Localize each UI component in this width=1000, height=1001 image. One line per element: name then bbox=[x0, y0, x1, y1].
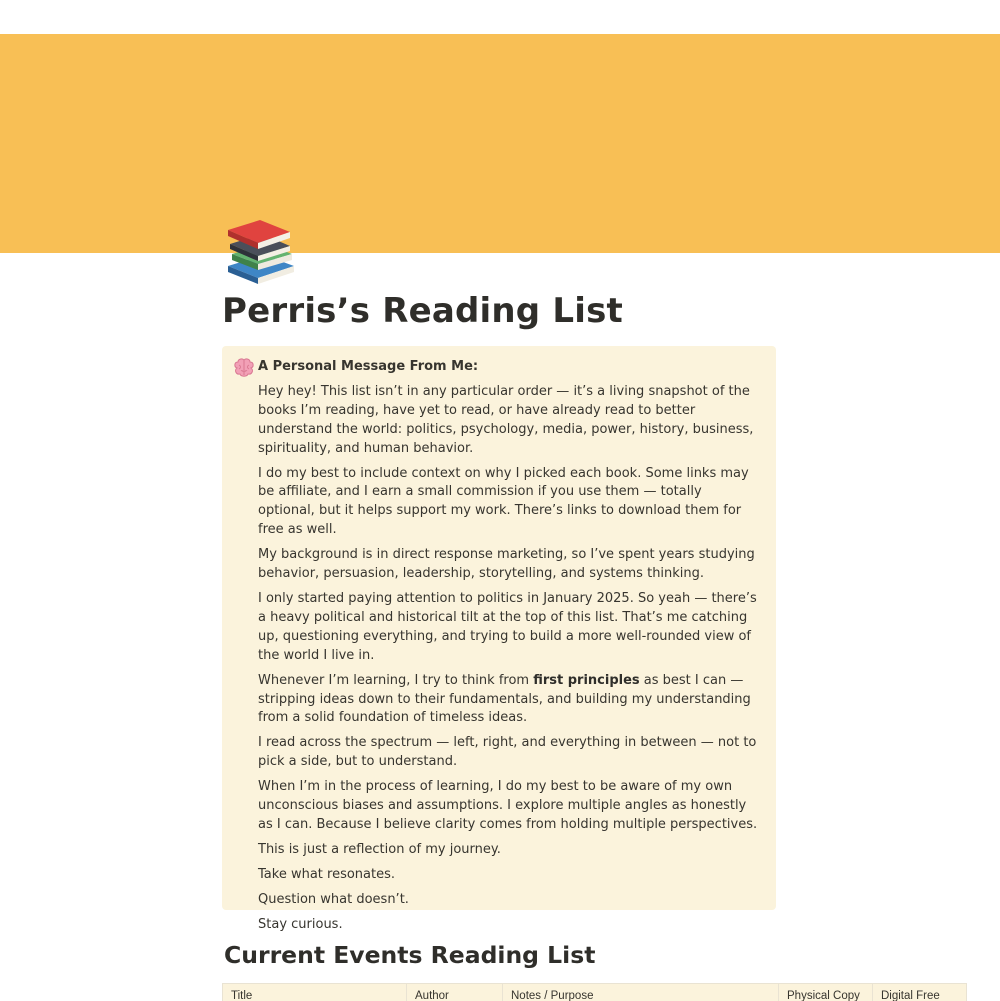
personal-message-callout bbox=[222, 346, 776, 932]
callout-body bbox=[258, 358, 762, 940]
paragraph-text: as best I can — stripping ideas down to their fundamentals, and building my understanding from a solid foundation of timeless ideas. bbox=[258, 672, 751, 726]
paragraph-text: Whenever I’m learning, I try to think from bbox=[258, 672, 534, 688]
callout-paragraph: I only started paying attention to politics in January 2025. So yeah — there’s a heavy political and historical tilt at the top of this list. That’s me catching up, questioning everything, and trying to build a more well-rounded view of the world I live in. bbox=[258, 590, 757, 663]
section-heading[interactable]: Current Events Reading List bbox=[224, 941, 596, 969]
callout-paragraph: When I’m in the process of learning, I do my best to be aware of my own unconscious biases and assumptions. I explore multiple angles as honestly as I can. Because I believe clarity comes from holding multiple perspectives. bbox=[258, 779, 758, 832]
callout-paragraph: Hey hey! This list isn’t in any particular order — it’s a living snapshot of the books I’m reading, have yet to read, or have already read to better understand the world: politics, psychology, media, power, history, business, spirituality, and human behavior. bbox=[258, 383, 754, 456]
top-bar bbox=[0, 0, 1000, 34]
callout-paragraph: I do my best to include context on why I picked each book. Some links may be affiliate, and I earn a small commission if you use them — totally optional, but it helps support my work. There’s links to download them for free as well. bbox=[258, 465, 749, 538]
first-principles-emphasis: first principles bbox=[533, 672, 640, 688]
callout-paragraph: I read across the spectrum — left, right, and everything in between — not to pick a side, but to understand. bbox=[258, 735, 757, 770]
callout-paragraph: Take what resonates. bbox=[258, 866, 396, 882]
callout-heading: A Personal Message From Me: bbox=[258, 359, 479, 374]
callout-paragraph-first-principles bbox=[258, 672, 762, 729]
column-header-notes[interactable]: Notes / Purpose bbox=[503, 984, 779, 1001]
callout-paragraph: Question what doesn’t. bbox=[258, 891, 409, 907]
callout-paragraph: My background is in direct response marketing, so I’ve spent years studying behavior, persuasion, leadership, storytelling, and systems thinking. bbox=[258, 547, 755, 582]
column-header-physical-copy[interactable]: Physical Copy bbox=[779, 984, 873, 1001]
table-header-row bbox=[223, 984, 967, 1001]
reading-list-table bbox=[222, 983, 967, 1001]
page-cover[interactable] bbox=[0, 34, 1000, 253]
column-header-digital-free[interactable]: Digital Free bbox=[873, 984, 967, 1001]
callout-paragraph: This is just a reflection of my journey. bbox=[258, 841, 501, 857]
column-header-author[interactable]: Author bbox=[407, 984, 503, 1001]
brain-icon[interactable] bbox=[233, 358, 255, 378]
callout-paragraph: Stay curious. bbox=[258, 916, 343, 932]
page-title[interactable]: Perris’s Reading List bbox=[222, 291, 623, 331]
column-header-title[interactable]: Title bbox=[223, 984, 407, 1001]
books-stack-icon[interactable] bbox=[224, 216, 300, 288]
